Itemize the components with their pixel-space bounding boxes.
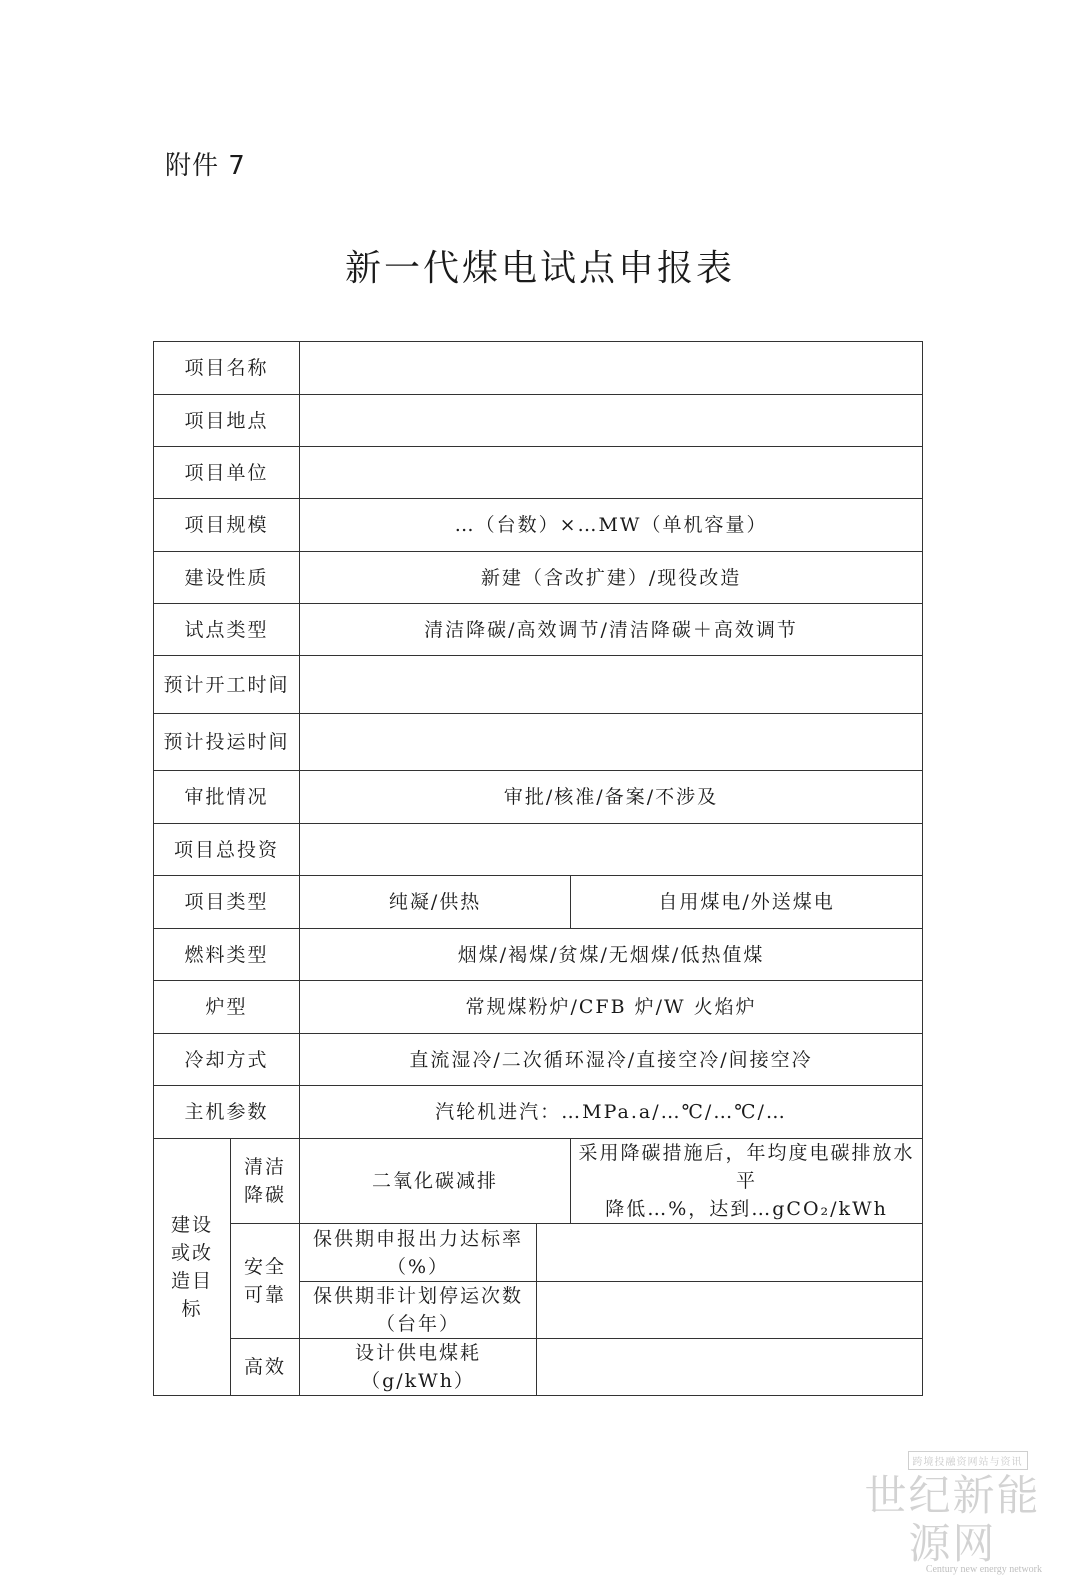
- watermark: [845, 1450, 1060, 1575]
- project-name-field[interactable]: [300, 342, 923, 395]
- planned-operation-field[interactable]: [300, 714, 923, 771]
- watermark-tagline: 跨境投融资网站与资讯: [908, 1451, 1028, 1470]
- efficiency-label: 高效: [231, 1339, 300, 1396]
- project-category-value-1: 纯凝/供热: [300, 876, 571, 929]
- project-site-label: 项目地点: [154, 395, 300, 447]
- project-category-label: 项目类型: [154, 876, 300, 929]
- row-approval: [154, 771, 923, 824]
- outage-label: 保供期非计划停运次数（台年）: [300, 1282, 537, 1339]
- pilot-type-value: 清洁降碳/高效调节/清洁降碳＋高效调节: [300, 604, 923, 656]
- clean-carbon-label: 清洁降碳: [231, 1139, 300, 1224]
- form-title: 新一代煤电试点申报表: [344, 248, 735, 289]
- coal-consumption-field[interactable]: [537, 1339, 923, 1396]
- row-boiler-type: [154, 981, 923, 1034]
- row-project-unit: [154, 447, 923, 499]
- row-project-name: [154, 342, 923, 395]
- planned-start-label: 预计开工时间: [154, 656, 300, 714]
- row-clean-carbon: [154, 1139, 923, 1224]
- approval-label: 审批情况: [154, 771, 300, 824]
- coal-consumption-label: 设计供电煤耗（g/kWh）: [300, 1339, 537, 1396]
- row-efficiency: [154, 1339, 923, 1396]
- output-rate-label: 保供期申报出力达标率（%）: [300, 1224, 537, 1282]
- construction-nature-label: 建设性质: [154, 552, 300, 604]
- cooling-label: 冷却方式: [154, 1034, 300, 1086]
- pilot-type-label: 试点类型: [154, 604, 300, 656]
- total-investment-label: 项目总投资: [154, 824, 300, 876]
- approval-value: 审批/核准/备案/不涉及: [300, 771, 923, 824]
- outage-field[interactable]: [537, 1282, 923, 1339]
- planned-operation-label: 预计投运时间: [154, 714, 300, 771]
- target-group-label: 建设或改造目标: [154, 1139, 231, 1396]
- co2-reduction-label: 二氧化碳减排: [300, 1139, 571, 1224]
- row-pilot-type: [154, 604, 923, 656]
- row-main-params: [154, 1086, 923, 1139]
- project-name-label: 项目名称: [154, 342, 300, 395]
- total-investment-field[interactable]: [300, 824, 923, 876]
- co2-reduction-value: [571, 1139, 923, 1224]
- planned-start-field[interactable]: [300, 656, 923, 714]
- project-scale-label: 项目规模: [154, 499, 300, 552]
- boiler-type-value: 常规煤粉炉/CFB 炉/W 火焰炉: [300, 981, 923, 1034]
- boiler-type-label: 炉型: [154, 981, 300, 1034]
- row-planned-operation: [154, 714, 923, 771]
- main-params-label: 主机参数: [154, 1086, 300, 1139]
- project-scale-value: …（台数）×…MW（单机容量）: [300, 499, 923, 552]
- row-project-scale: [154, 499, 923, 552]
- attachment-label: 附件 7: [165, 151, 246, 181]
- co2-value-line-2: 降低…%，达到…gCO₂/kWh: [605, 1198, 888, 1220]
- watermark-brand: 世纪新能源网: [864, 1471, 1041, 1568]
- project-unit-label: 项目单位: [154, 447, 300, 499]
- watermark-english: Century new energy network: [925, 1564, 1042, 1575]
- cooling-value: 直流湿冷/二次循环湿冷/直接空冷/间接空冷: [300, 1034, 923, 1086]
- fuel-type-label: 燃料类型: [154, 929, 300, 981]
- row-total-investment: [154, 824, 923, 876]
- project-category-value-2: 自用煤电/外送煤电: [571, 876, 923, 929]
- row-planned-start: [154, 656, 923, 714]
- safety-label: 安全可靠: [231, 1224, 300, 1339]
- main-params-value: 汽轮机进汽：…MPa.a/…℃/…℃/…: [300, 1086, 923, 1139]
- application-form-table: [153, 341, 923, 1396]
- row-construction-nature: [154, 552, 923, 604]
- row-project-category: [154, 876, 923, 929]
- project-site-field[interactable]: [300, 395, 923, 447]
- construction-nature-value: 新建（含改扩建）/现役改造: [300, 552, 923, 604]
- row-project-site: [154, 395, 923, 447]
- fuel-type-value: 烟煤/褐煤/贫煤/无烟煤/低热值煤: [300, 929, 923, 981]
- row-cooling: [154, 1034, 923, 1086]
- co2-value-line-1: 采用降碳措施后，年均度电碳排放水平: [578, 1142, 915, 1192]
- project-unit-field[interactable]: [300, 447, 923, 499]
- row-fuel-type: [154, 929, 923, 981]
- row-output-rate: [154, 1224, 923, 1282]
- output-rate-field[interactable]: [537, 1224, 923, 1282]
